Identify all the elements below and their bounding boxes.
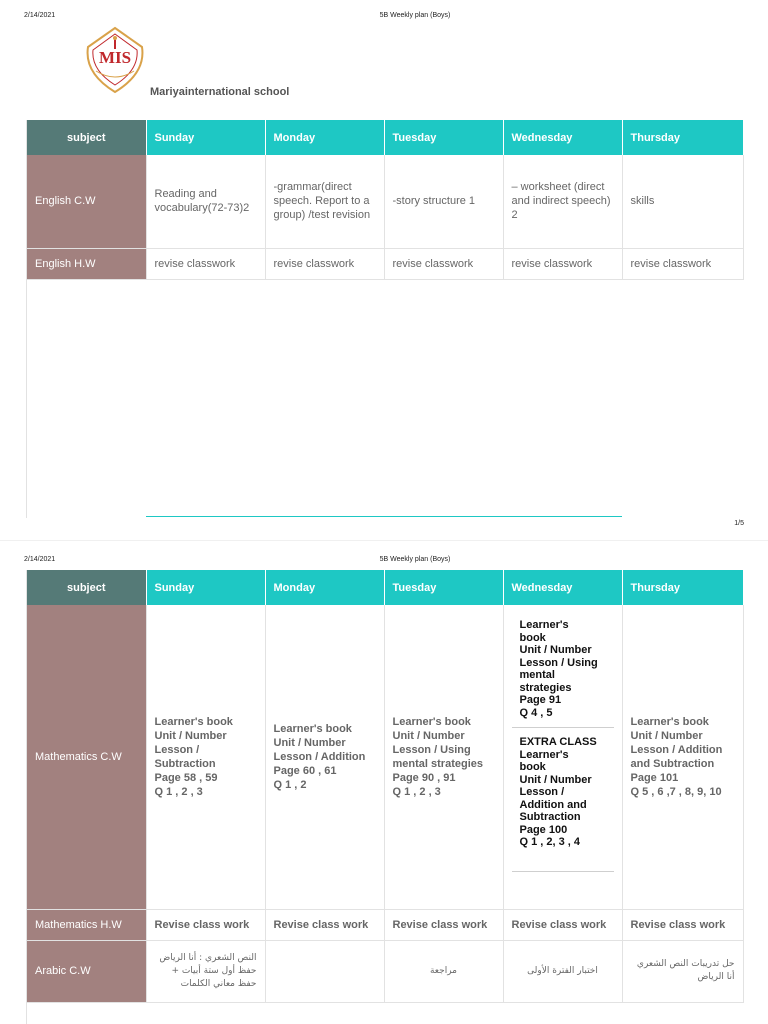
- cell-line: Lesson / Using: [519, 656, 598, 669]
- cell-line: Lesson /: [154, 743, 200, 756]
- cell-line: Learner's book: [630, 715, 709, 728]
- header-thursday: Thursday: [622, 570, 743, 605]
- table-row: [27, 605, 743, 909]
- cell-line: book: [519, 761, 546, 773]
- plan-cell: Revise class work: [146, 909, 265, 940]
- subject-cell: Mathematics C.W: [27, 605, 146, 909]
- header-sunday: Sunday: [146, 120, 265, 155]
- cell-line: Unit / Number: [519, 644, 592, 656]
- cell-line: Unit / Number: [392, 729, 465, 742]
- plan-cell: Revise class work: [503, 909, 622, 940]
- plan-cell: – worksheet (direct and indirect speech) 2: [503, 155, 622, 248]
- cell-line: Q 1 , 2 , 3: [154, 785, 203, 798]
- page-number: 1/5: [734, 520, 744, 527]
- plan-cell: -grammar(direct speech. Report to a group) /test revision: [265, 155, 384, 248]
- cell-line: Page 91: [519, 694, 562, 706]
- cell-line: Lesson /: [519, 786, 565, 798]
- plan-cell: مراجعة: [384, 940, 503, 1002]
- header-tuesday: Tuesday: [384, 120, 503, 155]
- cell-line: and Subtraction: [630, 757, 715, 770]
- cell-line: Q 1 , 2 , 3: [392, 785, 441, 798]
- cell-line: Subtraction: [519, 811, 581, 823]
- cell-line: Learner's book: [273, 722, 352, 735]
- plan-cell: -story structure 1: [384, 155, 503, 248]
- cell-line: Unit / Number: [273, 736, 346, 749]
- cell-line: Unit / Number: [630, 729, 703, 742]
- header-tuesday: Tuesday: [384, 570, 503, 605]
- header-sunday: Sunday: [146, 570, 265, 605]
- page1-weekly-plan-table: [27, 120, 744, 280]
- cell-line: mental: [519, 669, 555, 681]
- cell-line: Learner's: [519, 619, 569, 631]
- cell-line: Page 58 , 59: [154, 771, 218, 784]
- subject-cell: Arabic C.W: [27, 940, 146, 1002]
- plan-cell: Revise class work: [622, 909, 743, 940]
- cell-line: mental strategies: [392, 757, 483, 770]
- cell-line: Page 90 , 91: [392, 771, 456, 784]
- cell-line: Learner's book: [154, 715, 233, 728]
- cell-line: Unit / Number: [154, 729, 227, 742]
- cell-line: book: [519, 631, 546, 644]
- cell-divider: [512, 871, 614, 872]
- plan-cell: [265, 940, 384, 1002]
- cell-line: Subtraction: [154, 757, 216, 770]
- school-name: Mariyainternational school: [150, 86, 290, 98]
- cell-line: Page 100: [519, 823, 568, 836]
- subject-cell: English H.W: [27, 248, 146, 279]
- cell-line: Addition and: [519, 798, 587, 811]
- table-header-row: [27, 570, 743, 605]
- cell-line: EXTRA CLASS: [519, 736, 597, 748]
- header-wednesday: Wednesday: [503, 570, 622, 605]
- footer-divider: [146, 516, 622, 517]
- header-subject: subject: [27, 570, 146, 605]
- logo-text: MIS: [98, 48, 132, 67]
- document-title: 5B Weekly plan (Boys): [379, 556, 451, 563]
- cell-line: Q 4 , 5: [519, 706, 553, 719]
- print-date: 2/14/2021: [24, 12, 56, 19]
- plan-cell: اختبار الفترة الأولى: [503, 940, 622, 1002]
- cell-line: Learner's book: [392, 715, 471, 728]
- plan-cell: Revise class work: [384, 909, 503, 940]
- plan-cell: النص الشعري : أنا الرياض حفظ أول ستة أبيات + حفظ معاني الكلمات: [146, 940, 265, 1002]
- table-row: [27, 909, 743, 940]
- page-separator: [0, 540, 768, 541]
- cell-line: Unit / Number: [519, 773, 592, 786]
- plan-cell: revise classwork: [503, 248, 622, 279]
- table-row: [27, 155, 743, 248]
- cell-line: Q 5 , 6 ,7 , 8, 9, 10: [630, 785, 722, 798]
- plan-cell: revise classwork: [384, 248, 503, 279]
- plan-cell: skills: [622, 155, 743, 248]
- header-monday: Monday: [265, 120, 384, 155]
- print-date: 2/14/2021: [24, 556, 56, 563]
- cell-line: Learner's: [519, 748, 569, 761]
- plan-cell: [146, 605, 265, 909]
- subject-cell: English C.W: [27, 155, 146, 248]
- plan-cell: [622, 605, 743, 909]
- cell-line: Lesson / Using: [392, 743, 471, 756]
- plan-cell: Reading and vocabulary(72-73)2: [146, 155, 265, 248]
- plan-cell: [384, 605, 503, 909]
- page2-weekly-plan-table: [27, 570, 744, 1003]
- plan-cell: [503, 605, 622, 909]
- cell-line: Q 1 , 2, 3 , 4: [519, 836, 581, 848]
- table-row: [27, 940, 743, 1002]
- header-subject: subject: [27, 120, 146, 155]
- table-header-row: [27, 120, 743, 155]
- header-wednesday: Wednesday: [503, 120, 622, 155]
- plan-cell: revise classwork: [146, 248, 265, 279]
- document-title: 5B Weekly plan (Boys): [379, 12, 451, 19]
- cell-line: Page 101: [630, 771, 679, 784]
- plan-cell: Revise class work: [265, 909, 384, 940]
- header-monday: Monday: [265, 570, 384, 605]
- plan-cell: revise classwork: [265, 248, 384, 279]
- cell-line: Page 60 , 61: [273, 764, 337, 777]
- cell-line: Lesson / Addition: [273, 750, 366, 763]
- cell-divider: [512, 727, 614, 728]
- cell-line: strategies: [519, 681, 572, 694]
- plan-cell: revise classwork: [622, 248, 743, 279]
- cell-line: Lesson / Addition: [630, 743, 723, 756]
- subject-cell: Mathematics H.W: [27, 909, 146, 940]
- plan-cell: حل تدريبات النص الشعري أنا الرياض: [622, 940, 743, 1002]
- plan-cell: [265, 605, 384, 909]
- cell-line: Q 1 , 2: [273, 778, 307, 791]
- table-row: [27, 248, 743, 279]
- header-thursday: Thursday: [622, 120, 743, 155]
- school-logo: [82, 25, 148, 95]
